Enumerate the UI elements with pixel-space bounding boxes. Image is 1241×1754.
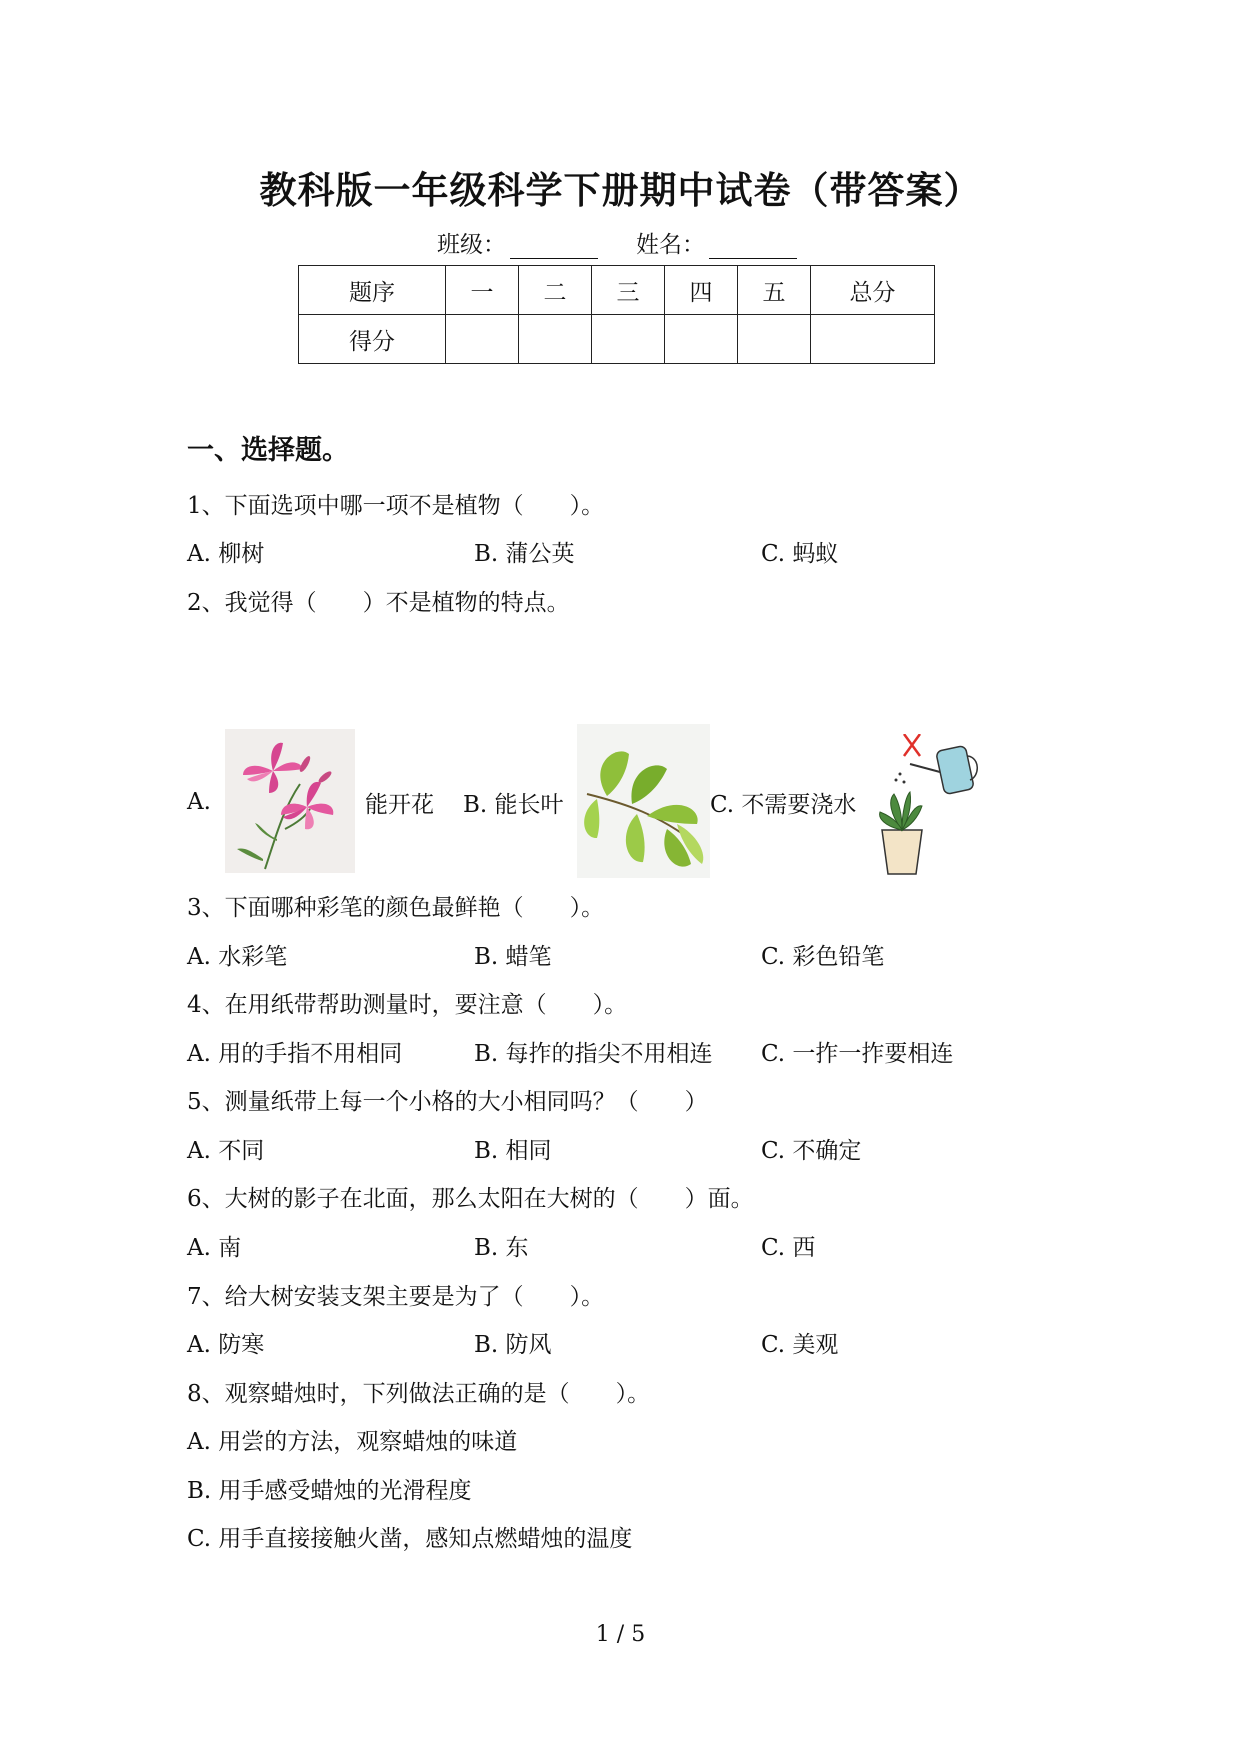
score-cell[interactable] xyxy=(446,315,519,364)
header-cell: 总分 xyxy=(811,266,935,315)
score-table xyxy=(298,265,935,364)
header-cell: 二 xyxy=(519,266,592,315)
option-b: B. 能长叶 xyxy=(463,792,564,818)
class-field xyxy=(437,226,598,259)
option-a-text: 能开花 xyxy=(365,792,434,818)
score-cell[interactable] xyxy=(592,315,665,364)
question-stem: 8、观察蜡烛时，下列做法正确的是（ ）。 xyxy=(187,1381,651,1407)
name-field xyxy=(636,226,797,259)
lily-flower-image xyxy=(225,729,355,873)
score-cell[interactable] xyxy=(519,315,592,364)
class-label: 班级： xyxy=(437,232,506,258)
header-cell: 一 xyxy=(446,266,519,315)
option-a: A. 用尝的方法，观察蜡烛的味道 xyxy=(187,1429,518,1455)
question-stem: 6、大树的影子在北面，那么太阳在大树的（ ）面。 xyxy=(187,1186,754,1212)
header-cell: 四 xyxy=(665,266,738,315)
header-cell: 题序 xyxy=(299,266,446,315)
name-blank[interactable] xyxy=(709,236,797,259)
score-table-header-row xyxy=(299,266,935,315)
page-number: 1 / 5 xyxy=(595,1622,646,1647)
option-a: A. 水彩笔 xyxy=(187,944,288,970)
option-a: A. 用的手指不用相同 xyxy=(187,1041,403,1067)
score-table-score-row xyxy=(299,315,935,364)
option-c: C. 一拃一拃要相连 xyxy=(761,1041,954,1067)
lily-icon xyxy=(225,729,355,873)
question-stem: 1、下面选项中哪一项不是植物（ ）。 xyxy=(187,493,605,519)
page-title: 教科版一年级科学下册期中试卷（带答案） xyxy=(259,169,982,212)
option-c: C. 用手直接接触火凿，感知点燃蜡烛的温度 xyxy=(187,1526,633,1552)
option-a: A. 柳树 xyxy=(187,541,265,567)
option-c: C. 不确定 xyxy=(761,1138,862,1164)
option-b: B. 用手感受蜡烛的光滑程度 xyxy=(187,1478,472,1504)
option-c: C. 不需要浇水 xyxy=(710,792,857,818)
ginkgo-leaf-icon xyxy=(577,724,710,878)
score-cell[interactable] xyxy=(665,315,738,364)
option-b: B. 防风 xyxy=(474,1332,552,1358)
option-c: C. 西 xyxy=(761,1235,816,1261)
option-a: A. 不同 xyxy=(187,1138,265,1164)
option-c: C. 蚂蚁 xyxy=(761,541,839,567)
name-label: 姓名： xyxy=(636,232,705,258)
section-heading: 一、选择题。 xyxy=(187,435,349,466)
ginkgo-leaves-image xyxy=(577,724,710,878)
option-b: B. 相同 xyxy=(474,1138,552,1164)
question-stem: 7、给大树安装支架主要是为了（ ）。 xyxy=(187,1284,605,1310)
option-b: B. 每拃的指尖不用相连 xyxy=(474,1041,713,1067)
potted-plant-watering-image xyxy=(870,734,980,876)
header-cell: 五 xyxy=(738,266,811,315)
option-a: A. 南 xyxy=(187,1235,242,1261)
option-b: B. 东 xyxy=(474,1235,529,1261)
class-blank[interactable] xyxy=(510,236,598,259)
option-b: B. 蜡笔 xyxy=(474,944,552,970)
question-stem: 4、在用纸带帮助测量时，要注意（ ）。 xyxy=(187,992,628,1018)
question-stem: 5、测量纸带上每一个小格的大小相同吗？（ ） xyxy=(187,1089,708,1115)
option-a: A. xyxy=(187,789,211,815)
question-stem: 3、下面哪种彩笔的颜色最鲜艳（ ）。 xyxy=(187,895,605,921)
option-c: C. 美观 xyxy=(761,1332,839,1358)
option-a: A. 防寒 xyxy=(187,1332,265,1358)
score-cell[interactable] xyxy=(811,315,935,364)
watering-can-icon xyxy=(870,734,980,876)
row-label-cell: 得分 xyxy=(299,315,446,364)
option-c: C. 彩色铅笔 xyxy=(761,944,885,970)
question-stem: 2、我觉得（ ）不是植物的特点。 xyxy=(187,590,570,616)
option-b: B. 蒲公英 xyxy=(474,541,575,567)
header-cell: 三 xyxy=(592,266,665,315)
score-cell[interactable] xyxy=(738,315,811,364)
